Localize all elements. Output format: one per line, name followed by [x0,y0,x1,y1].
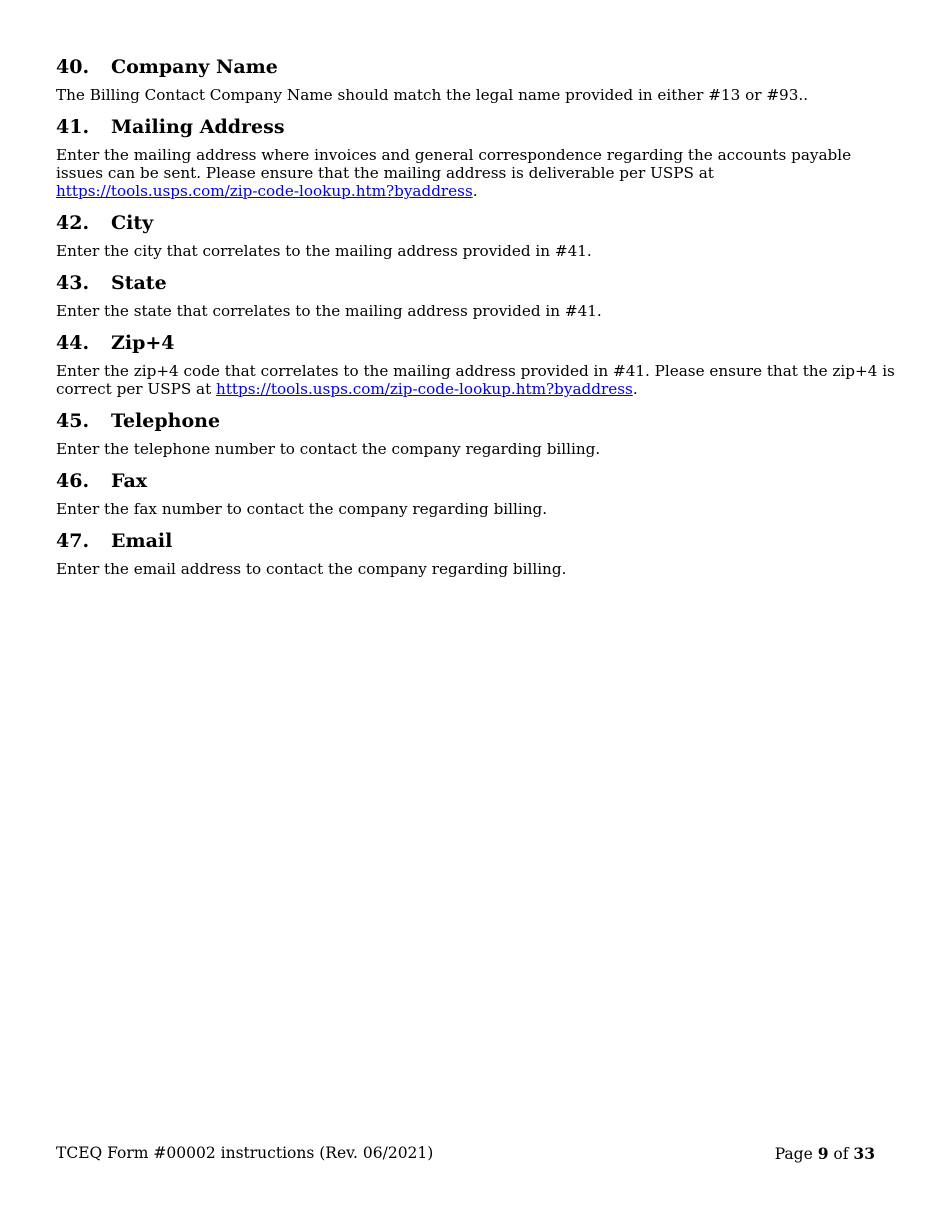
section-heading [56,208,896,238]
page-current: 9 [817,1144,829,1163]
section-title: Mailing Address [111,116,285,138]
section-number: 41. [56,116,90,138]
section-text [56,242,896,260]
section-number: 44. [56,332,90,354]
document-content [56,52,896,586]
section-text-part: Enter the zip+4 code that correlates to the mailing address provided in #41. Please ensure that the zip+4 is correct per USPS at [56,362,895,398]
section-text [56,440,896,458]
section-heading [56,328,896,358]
section-text-part: . [632,380,638,398]
section-heading [56,526,896,556]
section-text-part: Enter the state that correlates to the mailing address provided in #41. [56,302,602,320]
page-total: 33 [853,1144,875,1163]
section-title: City [111,212,154,234]
page-number [775,1144,875,1163]
section-number: 47. [56,530,90,552]
section-title: Fax [111,470,148,492]
section-43 [56,268,896,320]
section-text-part: Enter the city that correlates to the mailing address provided in #41. [56,242,592,260]
section-heading [56,466,896,496]
section-text-part: . [472,182,478,200]
section-40 [56,52,896,104]
section-text [56,302,896,320]
section-text-part: Enter the mailing address where invoices and general correspondence regarding the accounts payable issues can be sent. Please ensure that the mailing address is deliverable per USPS at [56,146,852,182]
section-text [56,146,896,200]
section-title: State [111,272,167,294]
section-heading [56,112,896,142]
section-text [56,560,896,578]
section-44 [56,328,896,398]
section-title: Email [111,530,173,552]
section-45 [56,406,896,458]
section-number: 45. [56,410,90,432]
section-41 [56,112,896,200]
usps-lookup-link[interactable]: https://tools.usps.com/zip-code-lookup.htm?byaddress [216,380,633,398]
section-text [56,500,896,518]
section-46 [56,466,896,518]
usps-lookup-link[interactable]: https://tools.usps.com/zip-code-lookup.htm?byaddress [56,182,473,200]
section-number: 46. [56,470,90,492]
section-text-part: The Billing Contact Company Name should match the legal name provided in either #13 or #93.. [56,86,809,104]
section-text-part: Enter the telephone number to contact the company regarding billing. [56,440,601,458]
section-title: Zip+4 [111,332,175,354]
section-heading [56,268,896,298]
section-number: 42. [56,212,90,234]
section-heading [56,52,896,82]
section-text [56,362,896,398]
page-footer [56,1144,875,1163]
section-text-part: Enter the fax number to contact the company regarding billing. [56,500,548,518]
section-47 [56,526,896,578]
section-text [56,86,896,104]
section-title: Telephone [111,410,221,432]
section-42 [56,208,896,260]
section-heading [56,406,896,436]
page-of: of [828,1145,854,1163]
section-title: Company Name [111,56,278,78]
page-prefix: Page [774,1145,818,1163]
section-text-part: Enter the email address to contact the company regarding billing. [56,560,567,578]
section-number: 40. [56,56,90,78]
section-number: 43. [56,272,90,294]
form-label: TCEQ Form #00002 instructions (Rev. 06/2021) [56,1144,434,1162]
